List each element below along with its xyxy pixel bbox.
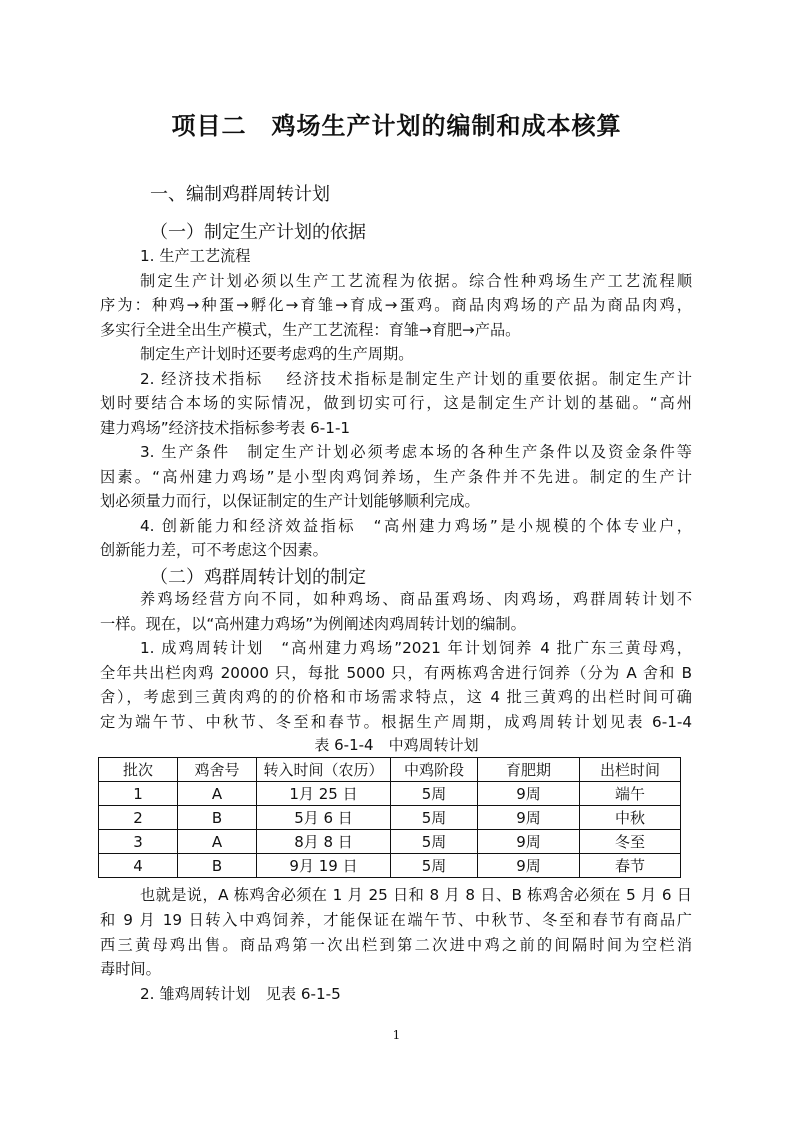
header-cell: 中鸡阶段 xyxy=(391,758,478,782)
page-number: 1 xyxy=(392,1028,401,1042)
cell: 3 xyxy=(99,830,178,854)
text-line: 创新能力差，可不考虑这个因素。 xyxy=(100,541,328,559)
cell: A xyxy=(178,830,257,854)
text-line: 3. 生产条件 制定生产计划必须考虑本场的各种生产条件以及资金条件等 xyxy=(140,443,692,461)
table-header-row xyxy=(99,758,681,782)
text-line: 西三黄母鸡出售。商品鸡第一次出栏到第二次进中鸡之前的间隔时间为空栏消 xyxy=(100,935,692,954)
table-row xyxy=(99,830,681,854)
cell: 9周 xyxy=(478,830,580,854)
text-line: 和 9 月 19 日转入中鸡饲养，才能保证在端午节、中秋节、冬至和春节有商品广 xyxy=(100,910,692,929)
cell: 5月 6 日 xyxy=(257,806,391,830)
cell: 春节 xyxy=(580,854,681,878)
text-line: 养鸡场经营方向不同，如种鸡场、商品蛋鸡场、肉鸡场，鸡群周转计划不 xyxy=(140,590,692,608)
text-line: 1. 成鸡周转计划 “高州建力鸡场”2021 年计划饲养 4 批广东三黄母鸡， xyxy=(140,639,692,657)
cell: 1月 25 日 xyxy=(257,782,391,806)
cell: 5周 xyxy=(391,830,478,854)
turnover-table xyxy=(98,757,681,878)
cell: 5周 xyxy=(391,782,478,806)
cell: 5周 xyxy=(391,806,478,830)
text-line: 也就是说，A 栋鸡舍必须在 1 月 25 日和 8 月 8 日、B 栋鸡舍必须在 5 月 6 日 xyxy=(140,886,692,904)
text-line: 全年共出栏肉鸡 20000 只，每批 5000 只，有两栋鸡舍进行饲养（分为 A 舍和 B xyxy=(100,663,692,682)
subsection-heading-1: （一）制定生产计划的依据 xyxy=(150,222,366,243)
text-line: 划必须量力而行，以保证制定的生产计划能够顺利完成。 xyxy=(100,492,480,510)
text-line: 定为端午节、中秋节、冬至和春节。根据生产周期，成鸡周转计划见表 6-1-4 xyxy=(100,712,692,731)
cell: 5周 xyxy=(391,854,478,878)
text-line: 制定生产计划必须以生产工艺流程为依据。综合性种鸡场生产工艺流程顺 xyxy=(140,271,692,290)
cell: 冬至 xyxy=(580,830,681,854)
text-line: 因素。“高州建力鸡场”是小型肉鸡饲养场，生产条件并不先进。制定的生产计 xyxy=(100,467,692,486)
header-cell: 出栏时间 xyxy=(580,758,681,782)
cell: 9周 xyxy=(478,806,580,830)
header-cell: 转入时间（农历） xyxy=(257,758,391,782)
text-line: 制定生产计划时还要考虑鸡的生产周期。 xyxy=(140,345,414,363)
cell: 4 xyxy=(99,854,178,878)
cell: 9周 xyxy=(478,854,580,878)
text-line: 4. 创新能力和经济效益指标 “高州建力鸡场”是小规模的个体专业户， xyxy=(140,516,692,535)
text-line: 一样。现在，以“高州建力鸡场”为例阐述肉鸡周转计划的编制。 xyxy=(100,614,526,633)
cell: 1 xyxy=(99,782,178,806)
cell: B xyxy=(178,854,257,878)
text-line: 1. 生产工艺流程 xyxy=(140,247,251,265)
cell: 9周 xyxy=(478,782,580,806)
cell: 8月 8 日 xyxy=(257,830,391,854)
table-row xyxy=(99,806,681,830)
header-cell: 育肥期 xyxy=(478,758,580,782)
section-heading: 一、编制鸡群周转计划 xyxy=(150,184,330,205)
cell: 2 xyxy=(99,806,178,830)
cell: 中秋 xyxy=(580,806,681,830)
cell: A xyxy=(178,782,257,806)
table-row xyxy=(99,854,681,878)
text-line: 2. 经济技术指标 经济技术指标是制定生产计划的重要依据。制定生产计 xyxy=(140,369,692,388)
table-caption: 表 6-1-4 中鸡周转计划 xyxy=(314,736,479,754)
text-line: 2. 雏鸡周转计划 见表 6-1-5 xyxy=(140,985,341,1004)
text-line: 舍），考虑到三黄肉鸡的的价格和市场需求特点，这 4 批三黄鸡的出栏时间可确 xyxy=(100,688,692,706)
header-cell: 鸡舍号 xyxy=(178,758,257,782)
header-cell: 批次 xyxy=(99,758,178,782)
table-row xyxy=(99,782,681,806)
text-line: 划时要结合本场的实际情况，做到切实可行，这是制定生产计划的基础。“高州 xyxy=(100,394,692,412)
page-title: 项目二 鸡场生产计划的编制和成本核算 xyxy=(171,111,622,140)
text-line: 序为：种鸡→种蛋→孵化→育雏→育成→蛋鸡。商品肉鸡场的产品为商品肉鸡， xyxy=(100,296,692,314)
text-line: 毒时间。 xyxy=(100,960,161,979)
cell: 端午 xyxy=(580,782,681,806)
text-line: 建力鸡场”经济技术指标参考表 6-1-1 xyxy=(100,418,351,437)
cell: B xyxy=(178,806,257,830)
cell: 9月 19 日 xyxy=(257,854,391,878)
subsection-heading-2: （二）鸡群周转计划的制定 xyxy=(150,567,366,588)
text-line: 多实行全进全出生产模式，生产工艺流程：育雏→育肥→产品。 xyxy=(100,320,521,339)
